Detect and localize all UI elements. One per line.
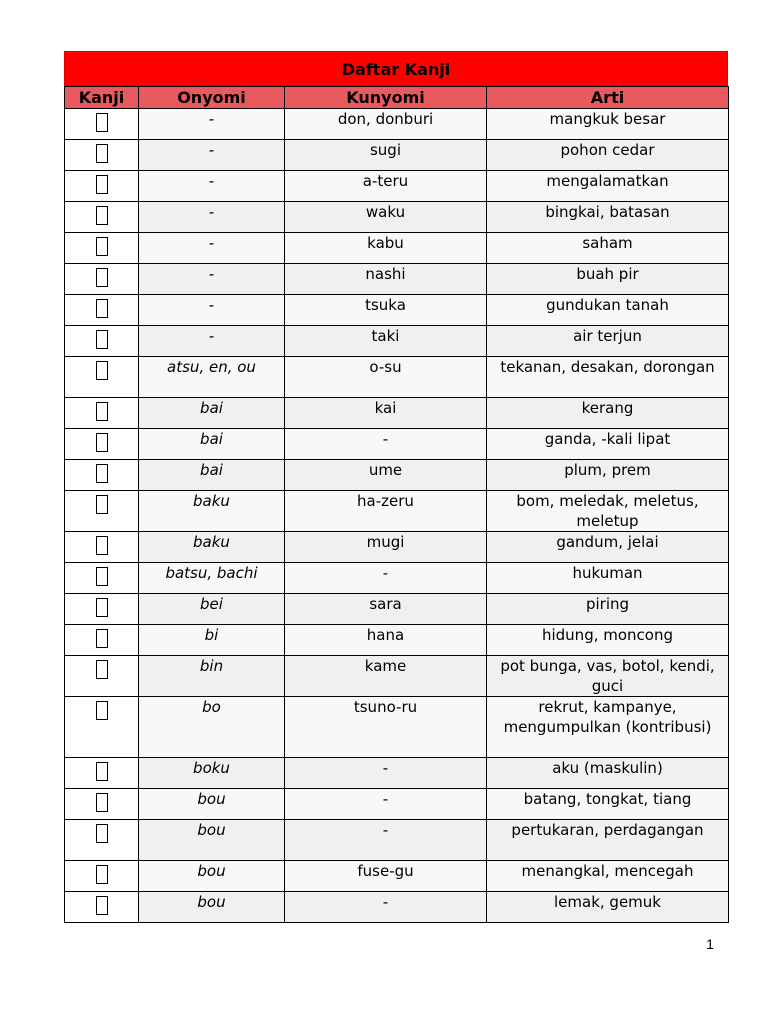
arti-cell: saham <box>487 233 729 264</box>
arti-cell: pertukaran, perdagangan <box>487 820 729 861</box>
kunyomi-cell: o-su <box>285 357 487 398</box>
missing-glyph-icon <box>96 567 108 586</box>
kunyomi-cell: - <box>285 429 487 460</box>
table-row <box>65 295 729 326</box>
kanji-cell <box>65 758 139 789</box>
arti-cell: aku (maskulin) <box>487 758 729 789</box>
onyomi-cell: bou <box>139 861 285 892</box>
table-row <box>65 625 729 656</box>
kanji-cell <box>65 140 139 171</box>
kunyomi-cell: hana <box>285 625 487 656</box>
kunyomi-cell: sugi <box>285 140 487 171</box>
kunyomi-cell: kame <box>285 656 487 697</box>
kunyomi-cell: nashi <box>285 264 487 295</box>
table-row <box>65 109 729 140</box>
table-row <box>65 233 729 264</box>
arti-cell: hidung, moncong <box>487 625 729 656</box>
table-row <box>65 357 729 398</box>
table-row <box>65 532 729 563</box>
missing-glyph-icon <box>96 762 108 781</box>
missing-glyph-icon <box>96 113 108 132</box>
kanji-cell <box>65 398 139 429</box>
kunyomi-cell: kabu <box>285 233 487 264</box>
onyomi-cell: baku <box>139 532 285 563</box>
table-body <box>65 109 729 923</box>
arti-cell: kerang <box>487 398 729 429</box>
onyomi-cell: - <box>139 264 285 295</box>
header-arti: Arti <box>487 87 729 109</box>
kunyomi-cell: waku <box>285 202 487 233</box>
onyomi-cell: bei <box>139 594 285 625</box>
table-row <box>65 460 729 491</box>
kanji-cell <box>65 429 139 460</box>
kunyomi-cell: - <box>285 892 487 923</box>
missing-glyph-icon <box>96 268 108 287</box>
arti-cell: batang, tongkat, tiang <box>487 789 729 820</box>
kanji-cell <box>65 532 139 563</box>
table-row <box>65 594 729 625</box>
kunyomi-cell: kai <box>285 398 487 429</box>
onyomi-cell: - <box>139 295 285 326</box>
kunyomi-cell: tsuno-ru <box>285 697 487 758</box>
kanji-cell <box>65 625 139 656</box>
table-row <box>65 697 729 758</box>
missing-glyph-icon <box>96 361 108 380</box>
arti-cell: gundukan tanah <box>487 295 729 326</box>
arti-cell: gandum, jelai <box>487 532 729 563</box>
arti-cell: buah pir <box>487 264 729 295</box>
missing-glyph-icon <box>96 495 108 514</box>
kunyomi-cell: - <box>285 758 487 789</box>
missing-glyph-icon <box>96 824 108 843</box>
kanji-cell <box>65 594 139 625</box>
arti-cell: menangkal, mencegah <box>487 861 729 892</box>
kanji-cell <box>65 789 139 820</box>
onyomi-cell: boku <box>139 758 285 789</box>
missing-glyph-icon <box>96 896 108 915</box>
onyomi-cell: batsu, bachi <box>139 563 285 594</box>
table-row <box>65 202 729 233</box>
table-row <box>65 491 729 532</box>
arti-cell: lemak, gemuk <box>487 892 729 923</box>
missing-glyph-icon <box>96 598 108 617</box>
arti-cell: hukuman <box>487 563 729 594</box>
page-number: 1 <box>706 936 714 952</box>
missing-glyph-icon <box>96 330 108 349</box>
missing-glyph-icon <box>96 237 108 256</box>
missing-glyph-icon <box>96 464 108 483</box>
header-kunyomi: Kunyomi <box>285 87 487 109</box>
table-row <box>65 820 729 861</box>
kanji-cell <box>65 171 139 202</box>
missing-glyph-icon <box>96 629 108 648</box>
onyomi-cell: bo <box>139 697 285 758</box>
table-row <box>65 429 729 460</box>
arti-cell: plum, prem <box>487 460 729 491</box>
kanji-cell <box>65 326 139 357</box>
kanji-cell <box>65 295 139 326</box>
kunyomi-cell: a-teru <box>285 171 487 202</box>
arti-cell: bom, meledak, meletus, meletup <box>487 491 729 532</box>
table-row <box>65 789 729 820</box>
onyomi-cell: atsu, en, ou <box>139 357 285 398</box>
onyomi-cell: - <box>139 326 285 357</box>
table-row <box>65 758 729 789</box>
table-row <box>65 892 729 923</box>
missing-glyph-icon <box>96 299 108 318</box>
kunyomi-cell: sara <box>285 594 487 625</box>
kunyomi-cell: mugi <box>285 532 487 563</box>
kunyomi-cell: don, donburi <box>285 109 487 140</box>
kunyomi-cell: - <box>285 820 487 861</box>
onyomi-cell: bou <box>139 820 285 861</box>
onyomi-cell: - <box>139 171 285 202</box>
table-row <box>65 140 729 171</box>
kanji-cell <box>65 460 139 491</box>
kanji-cell <box>65 264 139 295</box>
onyomi-cell: bai <box>139 429 285 460</box>
table-row <box>65 264 729 295</box>
onyomi-cell: bin <box>139 656 285 697</box>
kanji-cell <box>65 892 139 923</box>
table-row <box>65 563 729 594</box>
arti-cell: piring <box>487 594 729 625</box>
onyomi-cell: bou <box>139 789 285 820</box>
kanji-table <box>64 86 729 923</box>
missing-glyph-icon <box>96 175 108 194</box>
kanji-cell <box>65 357 139 398</box>
kanji-cell <box>65 563 139 594</box>
arti-cell: bingkai, batasan <box>487 202 729 233</box>
table-row <box>65 171 729 202</box>
arti-cell: mangkuk besar <box>487 109 729 140</box>
header-kanji: Kanji <box>65 87 139 109</box>
missing-glyph-icon <box>96 865 108 884</box>
onyomi-cell: - <box>139 109 285 140</box>
arti-cell: ganda, -kali lipat <box>487 429 729 460</box>
kunyomi-cell: ha-zeru <box>285 491 487 532</box>
arti-cell: pot bunga, vas, botol, kendi, guci <box>487 656 729 697</box>
onyomi-cell: baku <box>139 491 285 532</box>
kunyomi-cell: ume <box>285 460 487 491</box>
onyomi-cell: - <box>139 202 285 233</box>
header-row <box>65 87 729 109</box>
kanji-cell <box>65 109 139 140</box>
table-row <box>65 326 729 357</box>
missing-glyph-icon <box>96 433 108 452</box>
missing-glyph-icon <box>96 701 108 720</box>
kunyomi-cell: taki <box>285 326 487 357</box>
missing-glyph-icon <box>96 206 108 225</box>
table-row <box>65 656 729 697</box>
arti-cell: rekrut, kampanye, mengumpulkan (kontribusi) <box>487 697 729 758</box>
missing-glyph-icon <box>96 144 108 163</box>
missing-glyph-icon <box>96 402 108 421</box>
missing-glyph-icon <box>96 536 108 555</box>
missing-glyph-icon <box>96 660 108 679</box>
onyomi-cell: - <box>139 233 285 264</box>
header-onyomi: Onyomi <box>139 87 285 109</box>
kanji-cell <box>65 233 139 264</box>
onyomi-cell: bi <box>139 625 285 656</box>
kunyomi-cell: - <box>285 563 487 594</box>
kanji-cell <box>65 656 139 697</box>
kanji-cell <box>65 697 139 758</box>
kanji-cell <box>65 861 139 892</box>
kunyomi-cell: fuse-gu <box>285 861 487 892</box>
arti-cell: mengalamatkan <box>487 171 729 202</box>
kunyomi-cell: - <box>285 789 487 820</box>
onyomi-cell: - <box>139 140 285 171</box>
arti-cell: pohon cedar <box>487 140 729 171</box>
onyomi-cell: bai <box>139 460 285 491</box>
table-title: Daftar Kanji <box>64 51 728 86</box>
onyomi-cell: bai <box>139 398 285 429</box>
kanji-cell <box>65 202 139 233</box>
table-row <box>65 861 729 892</box>
kanji-cell <box>65 491 139 532</box>
kunyomi-cell: tsuka <box>285 295 487 326</box>
arti-cell: air terjun <box>487 326 729 357</box>
onyomi-cell: bou <box>139 892 285 923</box>
missing-glyph-icon <box>96 793 108 812</box>
table-row <box>65 398 729 429</box>
arti-cell: tekanan, desakan, dorongan <box>487 357 729 398</box>
kanji-cell <box>65 820 139 861</box>
